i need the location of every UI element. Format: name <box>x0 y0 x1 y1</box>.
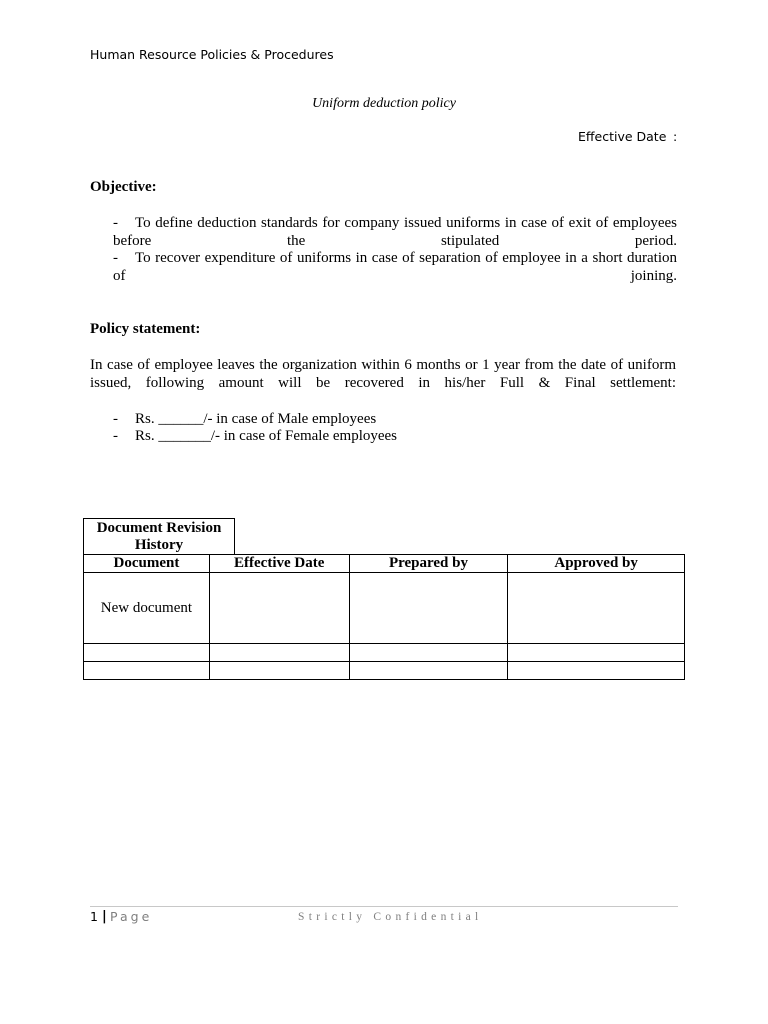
effective-date-label: Effective Date <box>578 129 667 144</box>
footer-divider <box>90 906 678 907</box>
objective-item-2-dash: - <box>113 250 118 266</box>
policy-item-1-text: Rs. ______/- in case of Male employees <box>135 411 377 427</box>
page-label: Page <box>110 909 153 924</box>
table-cell <box>209 573 349 644</box>
running-header: Human Resource Policies & Procedures <box>90 47 334 62</box>
page-separator: | <box>102 909 107 924</box>
table-cell <box>508 573 685 644</box>
table-cell <box>209 644 349 662</box>
table-cell <box>84 644 210 662</box>
objective-item-1-text: To define deduction standards for company issued uniforms in case of exit of employees before the stipulated period. <box>113 215 677 249</box>
policy-paragraph: In case of employee leaves the organization within 6 months or 1 year from the date of uniform issued, following amount will be recovered in his/her Full & Final settlement: <box>90 357 676 391</box>
table-cell <box>209 662 349 680</box>
table-cell <box>349 662 508 680</box>
table-cell <box>508 662 685 680</box>
column-header-approved-by: Approved by <box>508 555 685 573</box>
page-number: 1 <box>90 909 98 924</box>
table-cell <box>349 644 508 662</box>
policy-item-2-text: Rs. _______/- in case of Female employees <box>135 428 398 444</box>
table-cell: New document <box>84 573 210 644</box>
objective-heading: Objective: <box>90 179 157 195</box>
policy-item-2-dash: - <box>113 428 118 444</box>
objective-item-1-dash: - <box>113 215 118 231</box>
policy-item-1-dash: - <box>113 411 118 427</box>
table-cell <box>84 662 210 680</box>
table-cell <box>349 573 508 644</box>
column-header-document: Document <box>84 555 210 573</box>
confidential-notice: Strictly Confidential <box>298 911 483 923</box>
revision-history-table <box>83 554 685 680</box>
table-row <box>84 644 685 662</box>
objective-item-2-text: To recover expenditure of uniforms in case of separation of employee in a short duration of joining. <box>113 250 677 284</box>
policy-heading: Policy statement: <box>90 321 201 337</box>
table-cell <box>508 644 685 662</box>
column-header-prepared-by: Prepared by <box>349 555 508 573</box>
effective-date-colon: : <box>673 129 678 144</box>
revision-history-caption: Document Revision History <box>83 518 235 555</box>
table-row <box>84 573 685 644</box>
table-row <box>84 662 685 680</box>
table-header-row <box>84 555 685 573</box>
document-title: Uniform deduction policy <box>312 96 456 111</box>
column-header-effective-date: Effective Date <box>209 555 349 573</box>
